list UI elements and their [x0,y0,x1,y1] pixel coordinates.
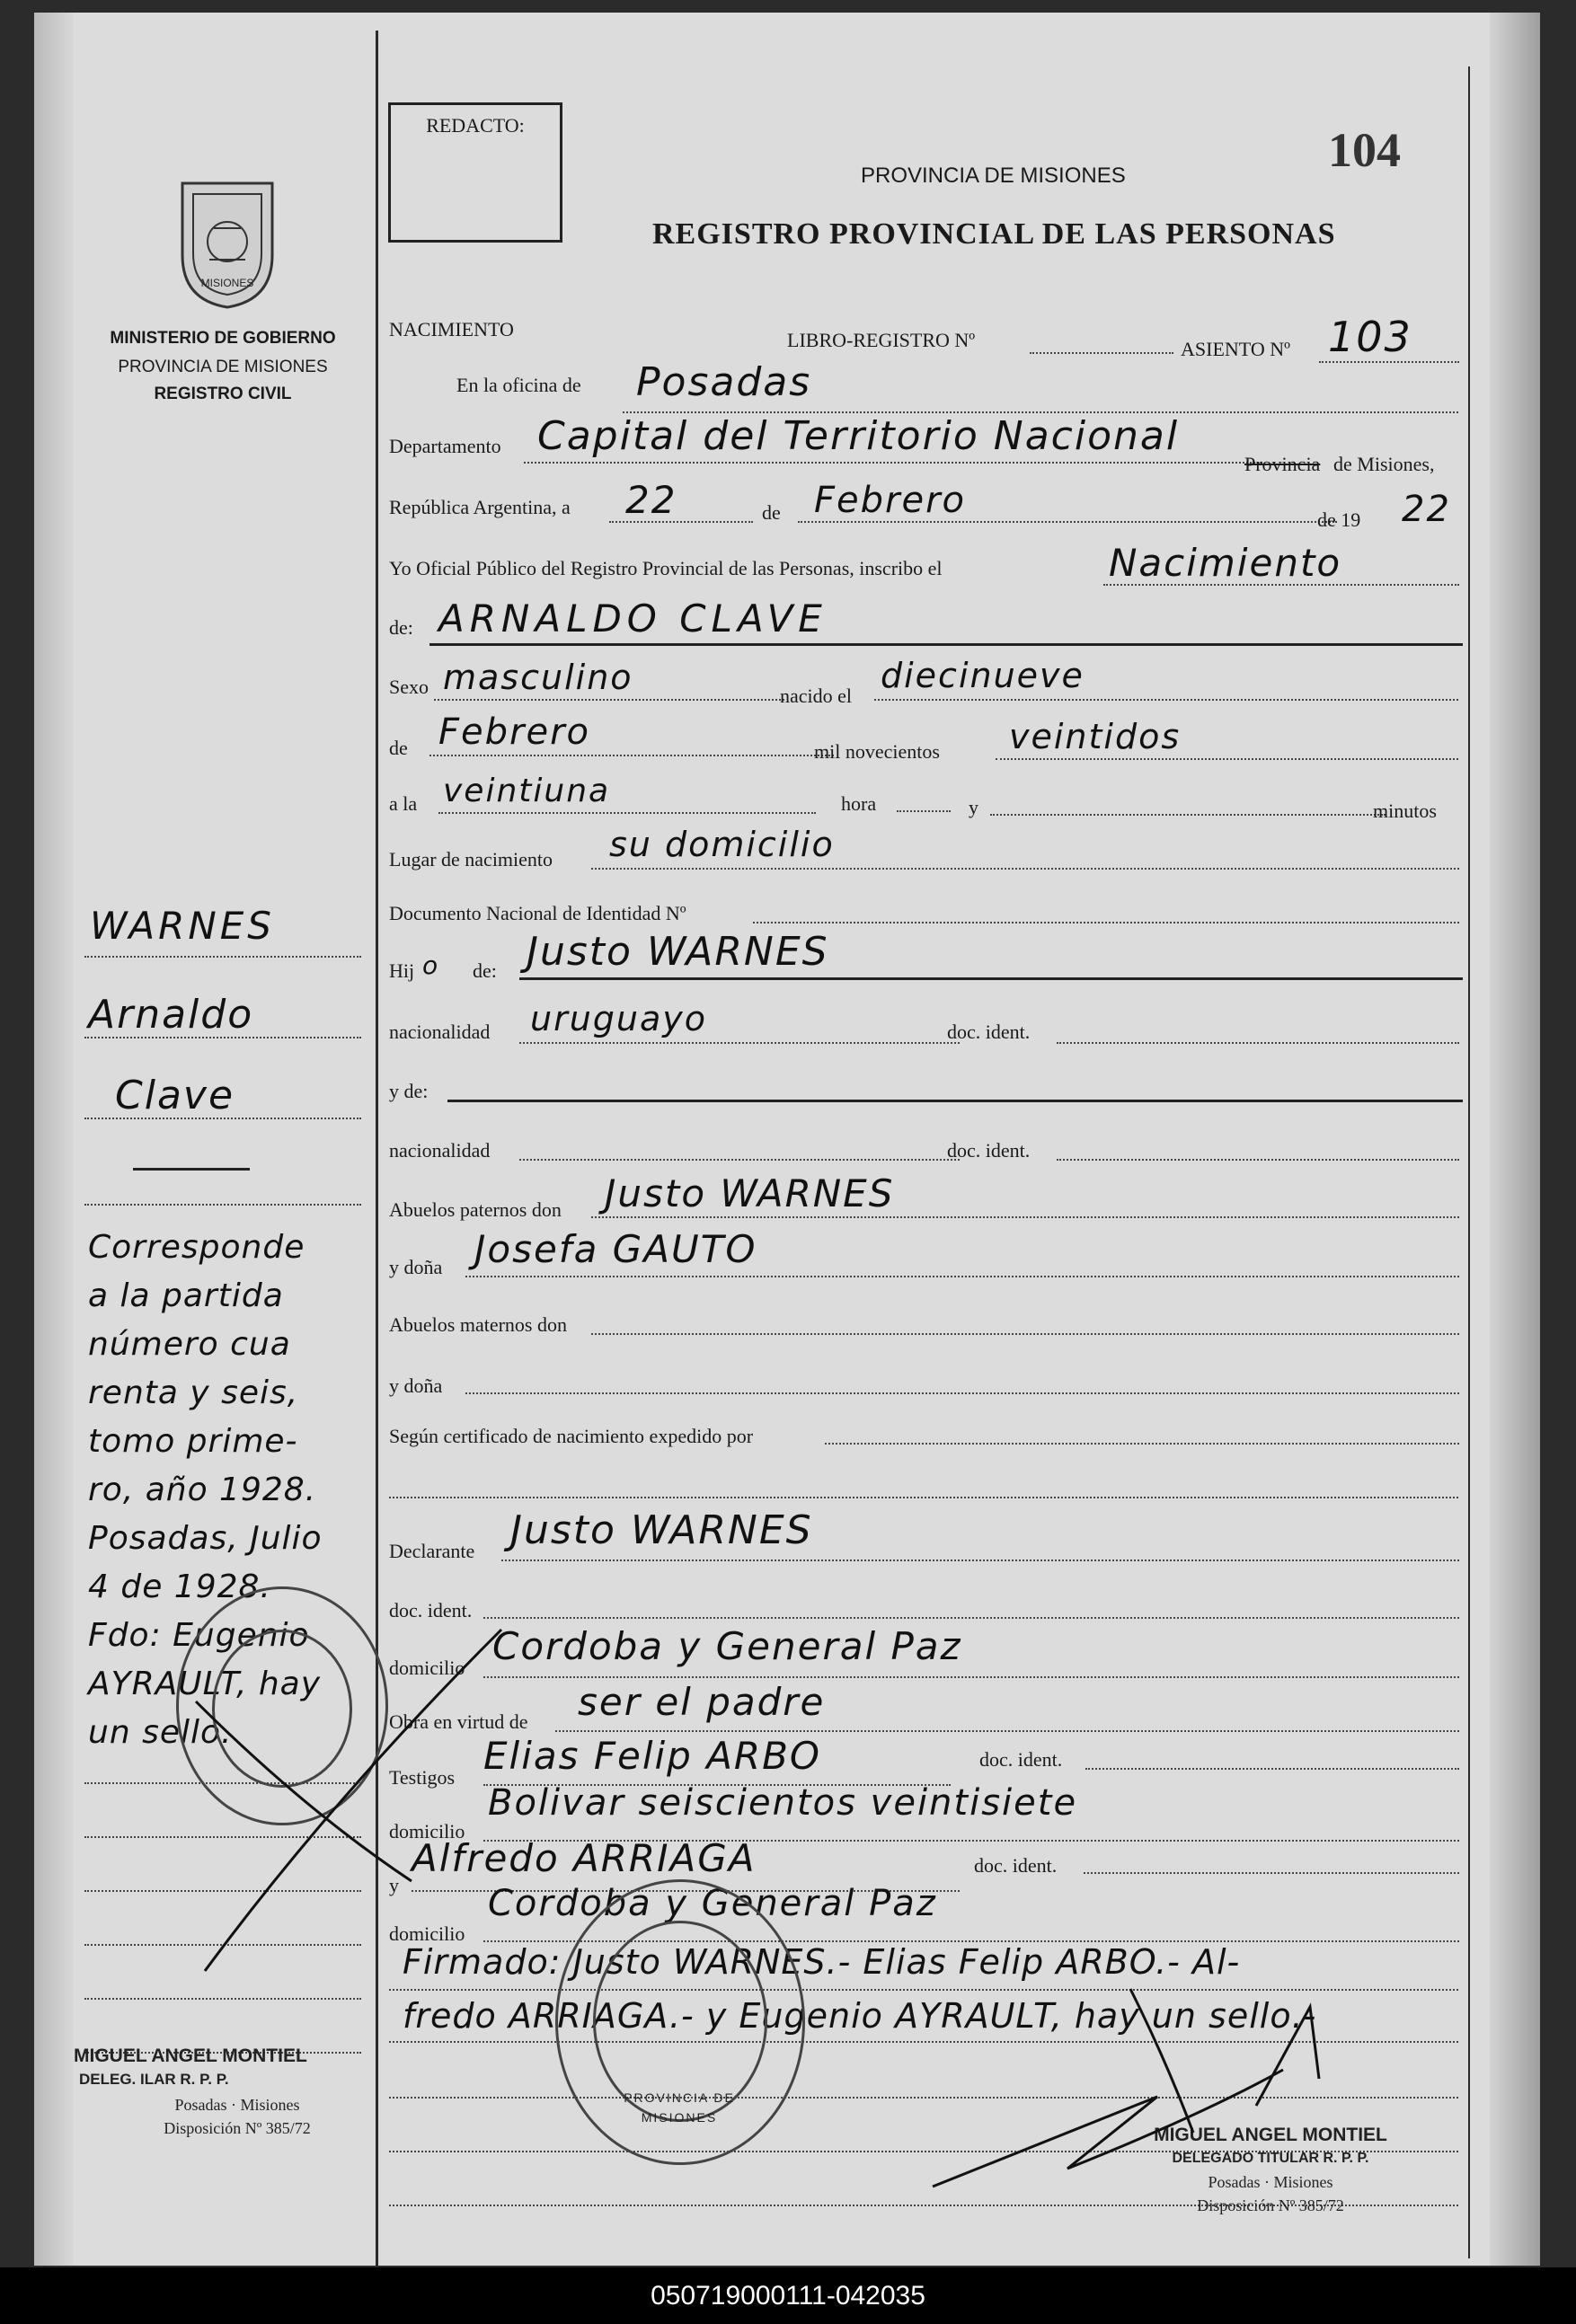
sexo-label: Sexo [389,676,429,698]
margin-middle: Clave [115,1073,235,1118]
provincia-struck: Provincia [1244,453,1321,475]
mil-label: mil novecientos [814,740,940,763]
redacto-label: REDACTO: [426,114,525,137]
right-stamp-place: Posadas · Misiones [1208,2173,1333,2191]
republica-label: República Argentina, a [389,496,571,518]
nacionalidad-label: nacionalidad [389,1021,491,1043]
margin-note-line: AYRAULT, hay [88,1666,322,1702]
doc-ident5-label: doc. ident. [974,1854,1058,1877]
firmado-line-1: Firmado: Justo WARNES.- Elias Felip ARBO.- Al- [403,1942,1241,1982]
domicilio2-label: domicilio [389,1820,465,1842]
lugar-label: Lugar de nacimiento [389,848,553,870]
footer-bar [0,2267,1576,2324]
margin-note-line: Corresponde [88,1229,305,1266]
left-stamp-place: Posadas · Misiones [174,2096,300,2114]
margin-note-line: a la partida [88,1277,284,1314]
obra-label: Obra en virtud de [389,1710,528,1733]
nombre-value: ARNALDO CLAVE [438,596,828,641]
abuelos-paternos-label: Abuelos paternos don [389,1198,562,1221]
margin-note-line: número cua [88,1326,291,1363]
ministry-province: PROVINCIA DE MISIONES [118,358,328,376]
doc-ident-label: doc. ident. [947,1021,1031,1043]
left-stamp-name: MIGUEL ANGEL MONTIEL [74,2046,307,2066]
y-prefix: y [389,1874,399,1896]
registry-title: REGISTRO PROVINCIAL DE LAS PERSONAS [652,217,1336,251]
abuela-paterna-value: Josefa GAUTO [474,1227,757,1271]
firmado-line-2: fredo ARRIAGA.- y Eugenio AYRAULT, hay un sello.- [403,1996,1317,2036]
dia-value: 22 [625,478,677,522]
obra-value: ser el padre [578,1680,826,1724]
nacido-value: diecinueve [881,656,1085,695]
abuelos-maternos-label: Abuelos maternos don [389,1313,567,1336]
lugar-value: su domicilio [609,825,835,864]
asiento-label: ASIENTO Nº [1181,338,1290,360]
margin-note-line: 4 de 1928. [88,1568,271,1605]
nacionalidad2-label: nacionalidad [389,1139,491,1162]
margin-given: Arnaldo [88,992,254,1038]
domicilio3-value: Cordoba y General Paz [488,1883,937,1924]
departamento-label: Departamento [389,435,501,457]
minutos-label: minutos [1373,800,1437,822]
padre-value: Justo WARNES [527,929,829,975]
dni-label: Documento Nacional de Identidad Nº [389,902,686,924]
margin-note-line: Posadas, Julio [88,1520,323,1557]
right-stamp-disposicion: Disposición Nº 385/72 [1197,2196,1344,2214]
doc-ident4-label: doc. ident. [979,1748,1063,1771]
de2-label: de [389,737,408,759]
nacimiento-label: NACIMIENTO [389,318,514,340]
domicilio-value: Cordoba y General Paz [492,1624,962,1668]
margin-note-line: Fdo: Eugenio [88,1617,310,1654]
hijo-label: Hij [389,959,415,982]
civil-registry: REGISTRO CIVIL [154,384,292,403]
margin-note-line: renta y seis, [88,1374,299,1411]
nacido-label: nacido el [780,685,853,707]
libro-registro-label: LIBRO-REGISTRO Nº [787,329,976,351]
departamento-value: Capital del Territorio Nacional [537,413,1180,459]
ala-value: veintiuna [443,773,611,809]
mes2-value: Febrero [438,711,590,753]
declarante-label: Declarante [389,1540,475,1562]
oficina-label: En la oficina de [456,374,581,396]
right-stamp-title: DELEGADO TITULAR R. P. P. [1172,2151,1369,2166]
hijo-o: o [422,950,440,980]
ala-label: a la [389,792,418,815]
yde-label: y de: [389,1080,429,1102]
oficina-value: Posadas [636,359,812,405]
de-colon-label: de: [389,616,413,639]
y-dona-label: y doña [389,1256,443,1278]
y-label: y [969,796,978,818]
testigo1-value: Elias Felip ARBO [483,1734,821,1778]
margin-note-line: un sello. [88,1714,233,1751]
page-number: 104 [1328,123,1401,177]
oficial-text: Yo Oficial Público del Registro Provincial de las Personas, inscribo el [389,557,943,579]
asiento-value: 103 [1328,313,1412,361]
margin-note-line: ro, año 1928. [88,1471,317,1508]
seal-caption: MISIONES [200,277,254,289]
left-stamp-title: DELEG. ILAR R. P. P. [79,2071,229,2088]
right-stamp-name: MIGUEL ANGEL MONTIEL [1154,2125,1387,2145]
mes-value: Febrero [814,480,966,521]
margin-note-line: tomo prime- [88,1423,298,1460]
abuelo-paterno-value: Justo WARNES [605,1171,895,1215]
doc-ident2-label: doc. ident. [947,1139,1031,1162]
testigos-label: Testigos [389,1766,456,1789]
domicilio2-value: Bolivar seiscientos veintisiete [488,1782,1078,1824]
footer-id: 050719000111-042035 [651,2281,925,2311]
inscribo-value: Nacimiento [1109,541,1342,585]
margin-surname: WARNES [90,904,275,948]
testigo2-value: Alfredo ARRIAGA [412,1836,757,1880]
y-dona2-label: y doña [389,1374,443,1397]
hijo-de: de: [473,959,497,982]
domicilio-label: domicilio [389,1657,465,1679]
de19-label: de 19 [1317,508,1361,531]
domicilio3-label: domicilio [389,1922,465,1945]
mil-value: veintidos [1009,717,1182,756]
nacionalidad-value: uruguayo [530,999,708,1038]
round-seal-text: PROVINCIA DE MISIONES [624,2090,735,2125]
anio-value: 22 [1402,489,1451,530]
sexo-value: masculino [443,658,633,697]
declarante-value: Justo WARNES [510,1507,813,1553]
hora-label: hora [841,792,877,815]
segun-label: Según certificado de nacimiento expedido por [389,1425,754,1447]
misiones-suffix: de Misiones, [1333,453,1435,475]
signature-strokes [34,13,1540,2266]
province-title: PROVINCIA DE MISIONES [861,163,1126,188]
document-page [34,13,1540,2266]
ministry-title: MINISTERIO DE GOBIERNO [110,329,336,348]
left-stamp-disposicion: Disposición Nº 385/72 [164,2119,311,2137]
doc-ident3-label: doc. ident. [389,1599,473,1621]
de-label: de [762,501,781,524]
